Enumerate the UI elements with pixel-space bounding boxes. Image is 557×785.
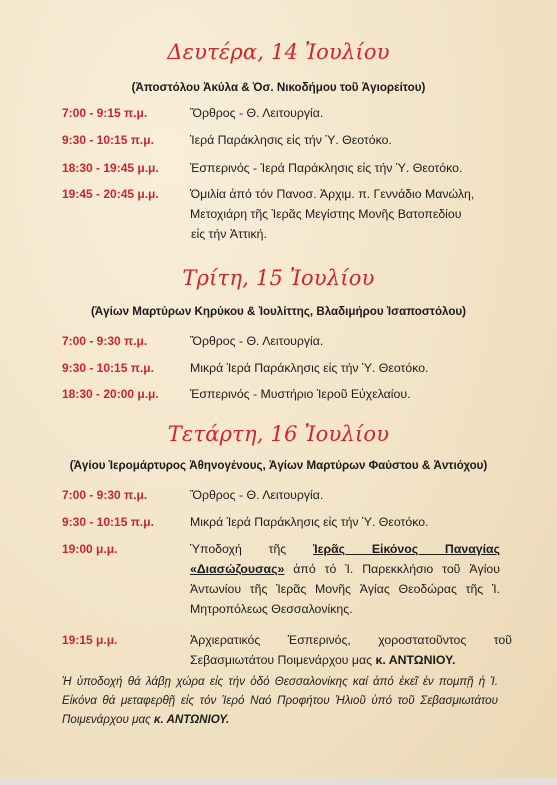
event-description: Ἱερά Παράκλησις εἰς τήν Ὑ. Θεοτόκο. <box>190 133 392 147</box>
day-subtitle: (Ἀποστόλου Ἀκύλα & Ὁσ. Νικοδήμου τοῦ Ἁγιορείτου) <box>131 81 426 94</box>
event-description <box>190 630 512 670</box>
desc-text: Ἀρχιερατικός Ἑσπερινός, χοροστατοῦντος τοῦ Σεβασμιωτάτου Ποιμενάρχου μας <box>190 633 512 667</box>
note-text: Ἡ ὑποδοχή θά λάβῃ χώρα εἰς τήν ὁδό Θεσσαλονίκης καί ἀπό ἐκεῖ ἐν πομπῇ ἡ Ἱ. Εἰκόνα θά μεταφερθῇ εἰς τόν Ἱερό Ναό Προφήτου Ἠλιοῦ ὑπό τοῦ Σεβασμιωτάτου Ποιμενάρχου μας <box>62 675 498 726</box>
page-bottom-strip <box>0 778 557 785</box>
event-description: Ἑσπερινός - Μυστήριο Ἱεροῦ Εὐχελαίου. <box>190 387 411 401</box>
time-label: 7:00 - 9:30 π.μ. <box>62 334 148 348</box>
event-description <box>190 539 500 619</box>
time-label: 19:45 - 20:45 μ.μ. <box>62 187 159 201</box>
bishop-name: κ. ΑΝΤΩΝΙΟΥ. <box>375 653 456 667</box>
time-label: 9:30 - 10:15 π.μ. <box>62 515 154 529</box>
desc-text: Ὑποδοχή τῆς <box>190 542 314 556</box>
event-description: Ἑσπερινός - Ἱερά Παράκλησις εἰς τήν Ὑ. Θεοτόκο. <box>190 161 463 175</box>
event-description: Ὄρθρος - Θ. Λειτουργία. <box>190 106 324 120</box>
time-label: 7:00 - 9:30 π.μ. <box>62 488 148 502</box>
time-label: 9:30 - 10:15 π.μ. <box>62 133 154 147</box>
desc-line: Μετοχιάρη τῆς Ἱερᾶς Μεγίστης Μονῆς Βατοπεδίου <box>190 207 462 221</box>
day-title: Τετάρτη, 16 Ἰουλίου <box>167 422 390 446</box>
time-label: 19:15 μ.μ. <box>62 633 118 647</box>
time-label: 9:30 - 10:15 π.μ. <box>62 361 154 375</box>
note-bishop-name: κ. ΑΝΤΩΝΙΟΥ. <box>153 713 230 726</box>
time-label: 7:00 - 9:15 π.μ. <box>62 106 148 120</box>
procession-note <box>62 672 498 729</box>
day-subtitle: (Ἁγίου Ἱερομάρτυρος Ἀθηνογένους, Ἁγίων Μαρτύρων Φαύστου & Ἀντιόχου) <box>69 459 488 472</box>
day-title: Τρίτη, 15 Ἰουλίου <box>182 266 375 290</box>
event-description: Ὄρθρος - Θ. Λειτουργία. <box>190 488 324 502</box>
time-label: 18:30 - 19:45 μ.μ. <box>62 161 159 175</box>
event-description: Μικρά Ἱερά Παράκλησις εἰς τήν Ὑ. Θεοτόκο. <box>190 515 429 529</box>
desc-line: εἰς τήν Ἀττική. <box>191 227 267 241</box>
event-description: Μικρά Ἱερά Παράκλησις εἰς τήν Ὑ. Θεοτόκο. <box>190 361 429 375</box>
desc-line: Ὁμιλία ἀπό τόν Πανοσ. Ἀρχιμ. π. Γεννάδιο Μανώλη, <box>190 187 475 201</box>
icon-name-text: Ἱερᾶς Εἰκόνος Παναγίας «Διασώζουσας» <box>190 542 500 576</box>
desc-text: ἀπό τό Ἱ. Παρεκκλήσιο τοῦ Ἁγίου Ἀντωνίου τῆς Ἱερᾶς Μονῆς Ἁγίας Θεοδώρας τῆς Ἱ. Μητροπόλεως Θεσσαλονίκης. <box>190 562 500 616</box>
time-label: 19:00 μ.μ. <box>62 542 118 556</box>
event-description: Ὄρθρος - Θ. Λειτουργία. <box>190 334 324 348</box>
time-label: 18:30 - 20:00 μ.μ. <box>62 387 159 401</box>
day-title: Δευτέρα, 14 Ἰουλίου <box>167 40 390 64</box>
event-description <box>190 184 530 244</box>
day-subtitle: (Ἁγίων Μαρτύρων Κηρύκου & Ἰουλίττης, Βλαδιμήρου Ἰσαποστόλου) <box>90 305 467 318</box>
